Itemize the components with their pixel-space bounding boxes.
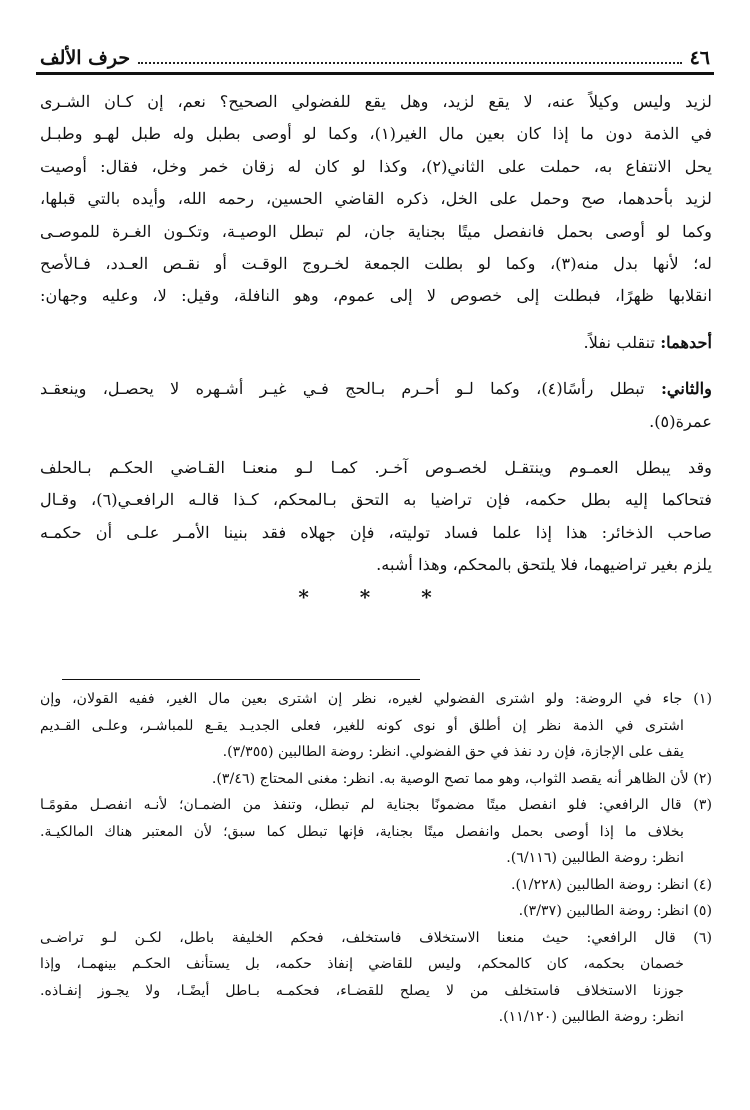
text-line: عمرة(٥). <box>649 411 712 431</box>
footnote-6 <box>40 925 712 1031</box>
text-line: يحل الانتفاع به، حملت على الثاني(٢)، وكذا لو كان له زقان خمر وخل، فقال: أوصيت <box>40 156 712 176</box>
footnote-line: بخلاف ما إذا أوصى بحمل وانفصل ميتًا بجناية، فإنها تبطل كما سبق؛ لأن المعتبر هناك المالكيـة. <box>40 823 684 840</box>
option-2 <box>40 373 712 438</box>
text-line: صاحب الذخائر: هذا إذا علما فساد توليته، فإن جهلاه فقد بنينا الأمـر علـى أن حكمـه <box>40 522 712 542</box>
main-text <box>40 86 712 609</box>
text-line: يلزم بغير تراضيهما، فلا يلتحق بالمحكم، وهذا أشبه. <box>376 555 712 575</box>
footnote-line: (٥) انظر: روضة الطالبين (٣/٣٧). <box>518 903 712 919</box>
paragraph-1 <box>40 86 712 313</box>
footnote-line: انظر: روضة الطالبين (٦/١١٦). <box>506 850 684 866</box>
option-2-text: تبطل رأسًا(٤)، وكما لـو أحـرم بـالحج فـي غيـر أشـهره لا يحصـل، وينعقـد <box>40 379 645 399</box>
chapter-title: حرف الألف <box>40 47 131 69</box>
option-1-label: أحدهما: <box>660 332 712 352</box>
option-1 <box>40 327 712 359</box>
option-1-text: تنقلب نفلاً. <box>583 332 656 352</box>
text-line: لزيد بأحدهما، صح وحمل على الخل، ذكره القاضي الحسين، رحمه الله، وأيده بالتي قبلها، <box>40 189 712 209</box>
footnote-line: (٤) انظر: روضة الطالبين (١/٢٢٨). <box>511 876 712 893</box>
footnotes <box>40 686 712 1031</box>
text-line: انقلابها ظهرًا، فبطلت إلى خصوص لا إلى عموم، وهو النافلة، وقيل: لا، وعليه وجهان: <box>40 286 712 306</box>
footnote-line: انظر: روضة الطالبين (١١/١٢٠). <box>498 1009 684 1025</box>
footnote-line: (٣) قال الرافعي: فلو انفصل ميتًا مضمونًا بجناية لم تبطل، وتنفذ من الضمـان؛ لأنـه انفصـل مقومًـا <box>40 797 712 813</box>
page-number: ٤٦ <box>689 47 710 69</box>
footnote-line: يقف على الإجازة، فإن رد نفذ في حق الفضولي. انظر: روضة الطالبين (٣/٣٥٥). <box>222 744 684 760</box>
footnote-line: خصمان بحكمه، كان كالمحكم، وليس للقاضي إنفاذ حكمه، بل يستأنف الحكـم بينهمـا، وإذا <box>40 956 684 972</box>
footnote-5 <box>40 898 712 925</box>
text-line: وكما لو أوصى بحمل فانفصل ميتًا بجناية جان، لم تبطل الوصيـة، وتكـون الغـرة للموصـى <box>40 221 712 241</box>
footnote-line: (٦) قال الرافعي: حيث منعنا الاستخلاف فاستخلف، فحكم الخليفة باطل، لكـن لـو تراضـى <box>40 929 712 946</box>
footnote-3 <box>40 792 712 872</box>
footnote-line: اشترى في الذمة نظر إن أطلق أو نوى كونه للغير، فعلى الجديـد يقـع للمباشـر، وعلـى القـديم <box>40 717 684 734</box>
option-2-label: والثاني: <box>660 379 712 399</box>
footnote-line: (١) جاء في الروضة: ولو اشترى الفضولي لغيره، نظر إن اشترى بعين مال الغير، ففيه القولان، وإن <box>40 691 712 707</box>
text-line: فتحاكما إليه بطل حكمه، فإن تراضيا به التحق بـالمحكم، كـذا قالـه الرافعـي(٦)، وقـال <box>40 490 712 510</box>
footnote-line: جوزنا الاستخلاف فاستخلف من لا يصلح للقضـاء، فحكمـه بـاطل أيضًـا، ولا يجـوز إنفـاذه. <box>40 982 684 999</box>
text-line: وقد يبطل العمـوم وينتقـل لخصـوص آخـر. كمـا لـو منعنـا القـاضي الحكـم بـالحلف <box>40 457 712 477</box>
section-stars: * * * <box>298 585 454 610</box>
header-rule <box>36 72 714 75</box>
footnote-line: (٢) لأن الظاهر أنه يقصد الثواب، وهو مما تصح الوصية به. انظر: مغنى المحتاج (٣/٤٦). <box>211 770 712 787</box>
header-dotted-leader <box>138 62 681 64</box>
footnote-4 <box>40 872 712 899</box>
footnote-1 <box>40 686 712 766</box>
text-line: في الذمة دون ما إذا كان بعين مال الغير(١)، وكما لو أوصى بطبل وله طبل لهـو وطبـل <box>40 124 712 144</box>
paragraph-3 <box>40 452 712 582</box>
text-line: له؛ لأنها بدل منه(٣)، وكما لو بطلت الجمعة لخـروج الوقـت أو نقـص العـدد، فـالأصح <box>40 253 712 273</box>
page-header <box>40 40 710 70</box>
footnote-2 <box>40 766 712 793</box>
text-line: لزيد وليس وكيلاً عنه، لا يقع لزيد، وهل يقع للفضولي الصحيح؟ نعم، إن كـان الشـرى <box>40 92 712 111</box>
footnote-rule <box>62 679 420 680</box>
